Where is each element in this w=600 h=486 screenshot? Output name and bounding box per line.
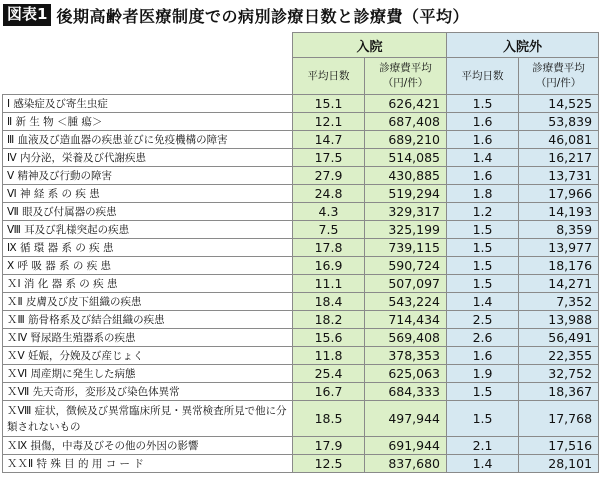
inpatient-days-cell: 4.3: [293, 203, 365, 221]
inpatient-cost-cell: 543,224: [365, 293, 447, 311]
outpatient-days-cell: 1.2: [447, 203, 519, 221]
category-cell: ＸⅨ 損傷，中毒及びその他の外因の影響: [3, 437, 293, 455]
table-row: [3, 329, 599, 347]
inpatient-header: 入院: [293, 33, 447, 58]
table-row: [3, 185, 599, 203]
inpatient-days-cell: 17.9: [293, 437, 365, 455]
inpatient-cost-cell: 739,115: [365, 239, 447, 257]
table-row: [3, 347, 599, 365]
outpatient-days-cell: 1.5: [447, 275, 519, 293]
outpatient-cost-cell: 13,977: [519, 239, 599, 257]
table-row: [3, 239, 599, 257]
inpatient-days-cell: 12.1: [293, 113, 365, 131]
inpatient-days-cell: 15.6: [293, 329, 365, 347]
cost-header-line1: 診療費平均: [379, 62, 432, 74]
outpatient-cost-cell: 53,839: [519, 113, 599, 131]
category-cell: Ⅵ 神 経 系 の 疾 患: [3, 185, 293, 203]
category-cell: ＸⅠ 消 化 器 系 の 疾 患: [3, 275, 293, 293]
outpatient-cost-cell: 14,525: [519, 95, 599, 113]
table-row: [3, 113, 599, 131]
outpatient-cost-cell: 16,217: [519, 149, 599, 167]
outpatient-cost-cell: 17,768: [519, 401, 599, 437]
inpatient-cost-cell: 569,408: [365, 329, 447, 347]
inpatient-cost-cell: 378,353: [365, 347, 447, 365]
inpatient-cost-cell: 714,434: [365, 311, 447, 329]
inpatient-days-cell: 11.1: [293, 275, 365, 293]
outpatient-days-cell: 2.1: [447, 437, 519, 455]
inpatient-days-cell: 7.5: [293, 221, 365, 239]
table-row: [3, 131, 599, 149]
outpatient-days-cell: 1.6: [447, 347, 519, 365]
category-cell: ＸⅦ 先天奇形，変形及び染色体異常: [3, 383, 293, 401]
table-row: [3, 311, 599, 329]
category-cell: Ⅱ 新 生 物 ＜腫 瘍＞: [3, 113, 293, 131]
outpatient-days-cell: 1.6: [447, 131, 519, 149]
category-cell: Ⅹ 呼 吸 器 系 の 疾 患: [3, 257, 293, 275]
outpatient-cost-cell: 56,491: [519, 329, 599, 347]
category-cell: Ⅳ 内分泌，栄養及び代謝疾患: [3, 149, 293, 167]
inpatient-cost-cell: 519,294: [365, 185, 447, 203]
inpatient-days-cell: 18.5: [293, 401, 365, 437]
outpatient-days-cell: 1.6: [447, 113, 519, 131]
outpatient-cost-cell: 18,176: [519, 257, 599, 275]
outpatient-cost-cell: 8,359: [519, 221, 599, 239]
category-cell: Ⅰ 感染症及び寄生虫症: [3, 95, 293, 113]
inpatient-days-cell: 15.1: [293, 95, 365, 113]
inpatient-cost-cell: 687,408: [365, 113, 447, 131]
category-cell: ＸⅣ 腎尿路生殖器系の疾患: [3, 329, 293, 347]
inpatient-days-cell: 12.5: [293, 455, 365, 473]
outpatient-cost-cell: 18,367: [519, 383, 599, 401]
inpatient-cost-cell: 430,885: [365, 167, 447, 185]
inpatient-cost-header: [365, 58, 447, 95]
category-header-blank: [3, 33, 293, 95]
category-cell: ＸⅧ 症状，徴候及び異常臨床所見・異常検査所見で他に分類されないもの: [3, 401, 293, 437]
category-cell: Ⅷ 耳及び乳様突起の疾患: [3, 221, 293, 239]
cost-header-line1: 診療費平均: [532, 62, 585, 74]
outpatient-days-cell: 1.5: [447, 383, 519, 401]
inpatient-days-cell: 18.4: [293, 293, 365, 311]
outpatient-days-cell: 1.5: [447, 239, 519, 257]
medical-cost-table: [2, 32, 599, 473]
inpatient-days-cell: 27.9: [293, 167, 365, 185]
inpatient-days-cell: 24.8: [293, 185, 365, 203]
outpatient-cost-cell: 17,516: [519, 437, 599, 455]
outpatient-days-cell: 1.5: [447, 257, 519, 275]
inpatient-days-cell: 17.5: [293, 149, 365, 167]
category-cell: ＸⅥ 周産期に発生した病態: [3, 365, 293, 383]
inpatient-days-cell: 16.9: [293, 257, 365, 275]
outpatient-header: 入院外: [447, 33, 599, 58]
inpatient-cost-cell: 329,317: [365, 203, 447, 221]
table-row: [3, 401, 599, 437]
table-row: [3, 203, 599, 221]
outpatient-days-cell: 2.6: [447, 329, 519, 347]
inpatient-cost-cell: 691,944: [365, 437, 447, 455]
table-row: [3, 257, 599, 275]
table-row: [3, 383, 599, 401]
outpatient-cost-header: [519, 58, 599, 95]
outpatient-days-cell: 1.4: [447, 149, 519, 167]
outpatient-cost-cell: 32,752: [519, 365, 599, 383]
outpatient-cost-cell: 14,271: [519, 275, 599, 293]
outpatient-days-cell: 1.4: [447, 293, 519, 311]
cost-header-line2: （円/件）: [535, 77, 582, 89]
cost-header-line2: （円/件）: [382, 77, 429, 89]
inpatient-cost-cell: 325,199: [365, 221, 447, 239]
table-row: [3, 275, 599, 293]
inpatient-cost-cell: 625,063: [365, 365, 447, 383]
figure-title: [3, 3, 469, 27]
outpatient-days-cell: 2.5: [447, 311, 519, 329]
outpatient-days-cell: 1.6: [447, 167, 519, 185]
inpatient-days-cell: 11.8: [293, 347, 365, 365]
outpatient-cost-cell: 13,988: [519, 311, 599, 329]
inpatient-cost-cell: 689,210: [365, 131, 447, 149]
table-row: [3, 293, 599, 311]
outpatient-cost-cell: 46,081: [519, 131, 599, 149]
outpatient-days-cell: 1.4: [447, 455, 519, 473]
inpatient-days-cell: 18.2: [293, 311, 365, 329]
outpatient-days-cell: 1.8: [447, 185, 519, 203]
category-cell: ＸＸⅡ 特 殊 目 的 用 コ ー ド: [3, 455, 293, 473]
outpatient-days-cell: 1.5: [447, 95, 519, 113]
inpatient-days-cell: 17.8: [293, 239, 365, 257]
outpatient-days-cell: 1.9: [447, 365, 519, 383]
inpatient-cost-cell: 837,680: [365, 455, 447, 473]
inpatient-days-cell: 14.7: [293, 131, 365, 149]
figure-tag: 図表1: [3, 4, 51, 26]
outpatient-cost-cell: 22,355: [519, 347, 599, 365]
inpatient-days-header: 平均日数: [293, 58, 365, 95]
table-row: [3, 95, 599, 113]
figure-title-text: 後期高齢者医療制度での病別診療日数と診療費（平均）: [56, 6, 469, 26]
inpatient-days-cell: 16.7: [293, 383, 365, 401]
category-cell: Ⅶ 眼及び付属器の疾患: [3, 203, 293, 221]
outpatient-days-cell: 1.5: [447, 401, 519, 437]
category-cell: Ⅸ 循 環 器 系 の 疾 患: [3, 239, 293, 257]
outpatient-cost-cell: 14,193: [519, 203, 599, 221]
inpatient-cost-cell: 684,333: [365, 383, 447, 401]
table-row: [3, 149, 599, 167]
inpatient-cost-cell: 507,097: [365, 275, 447, 293]
outpatient-days-cell: 1.5: [447, 221, 519, 239]
table-row: [3, 167, 599, 185]
inpatient-days-cell: 25.4: [293, 365, 365, 383]
inpatient-cost-cell: 590,724: [365, 257, 447, 275]
outpatient-cost-cell: 7,352: [519, 293, 599, 311]
inpatient-cost-cell: 497,944: [365, 401, 447, 437]
outpatient-cost-cell: 13,731: [519, 167, 599, 185]
table-row: [3, 221, 599, 239]
table-row: [3, 365, 599, 383]
category-cell: Ⅴ 精神及び行動の障害: [3, 167, 293, 185]
table-row: [3, 455, 599, 473]
category-cell: ＸⅡ 皮膚及び皮下組織の疾患: [3, 293, 293, 311]
outpatient-cost-cell: 17,966: [519, 185, 599, 203]
category-cell: ＸⅢ 筋骨格系及び結合組織の疾患: [3, 311, 293, 329]
outpatient-days-header: 平均日数: [447, 58, 519, 95]
category-cell: Ⅲ 血液及び造血器の疾患並びに免疫機構の障害: [3, 131, 293, 149]
category-cell: ＸⅤ 妊娠，分娩及び産じょく: [3, 347, 293, 365]
inpatient-cost-cell: 626,421: [365, 95, 447, 113]
inpatient-cost-cell: 514,085: [365, 149, 447, 167]
table-row: [3, 437, 599, 455]
outpatient-cost-cell: 28,101: [519, 455, 599, 473]
